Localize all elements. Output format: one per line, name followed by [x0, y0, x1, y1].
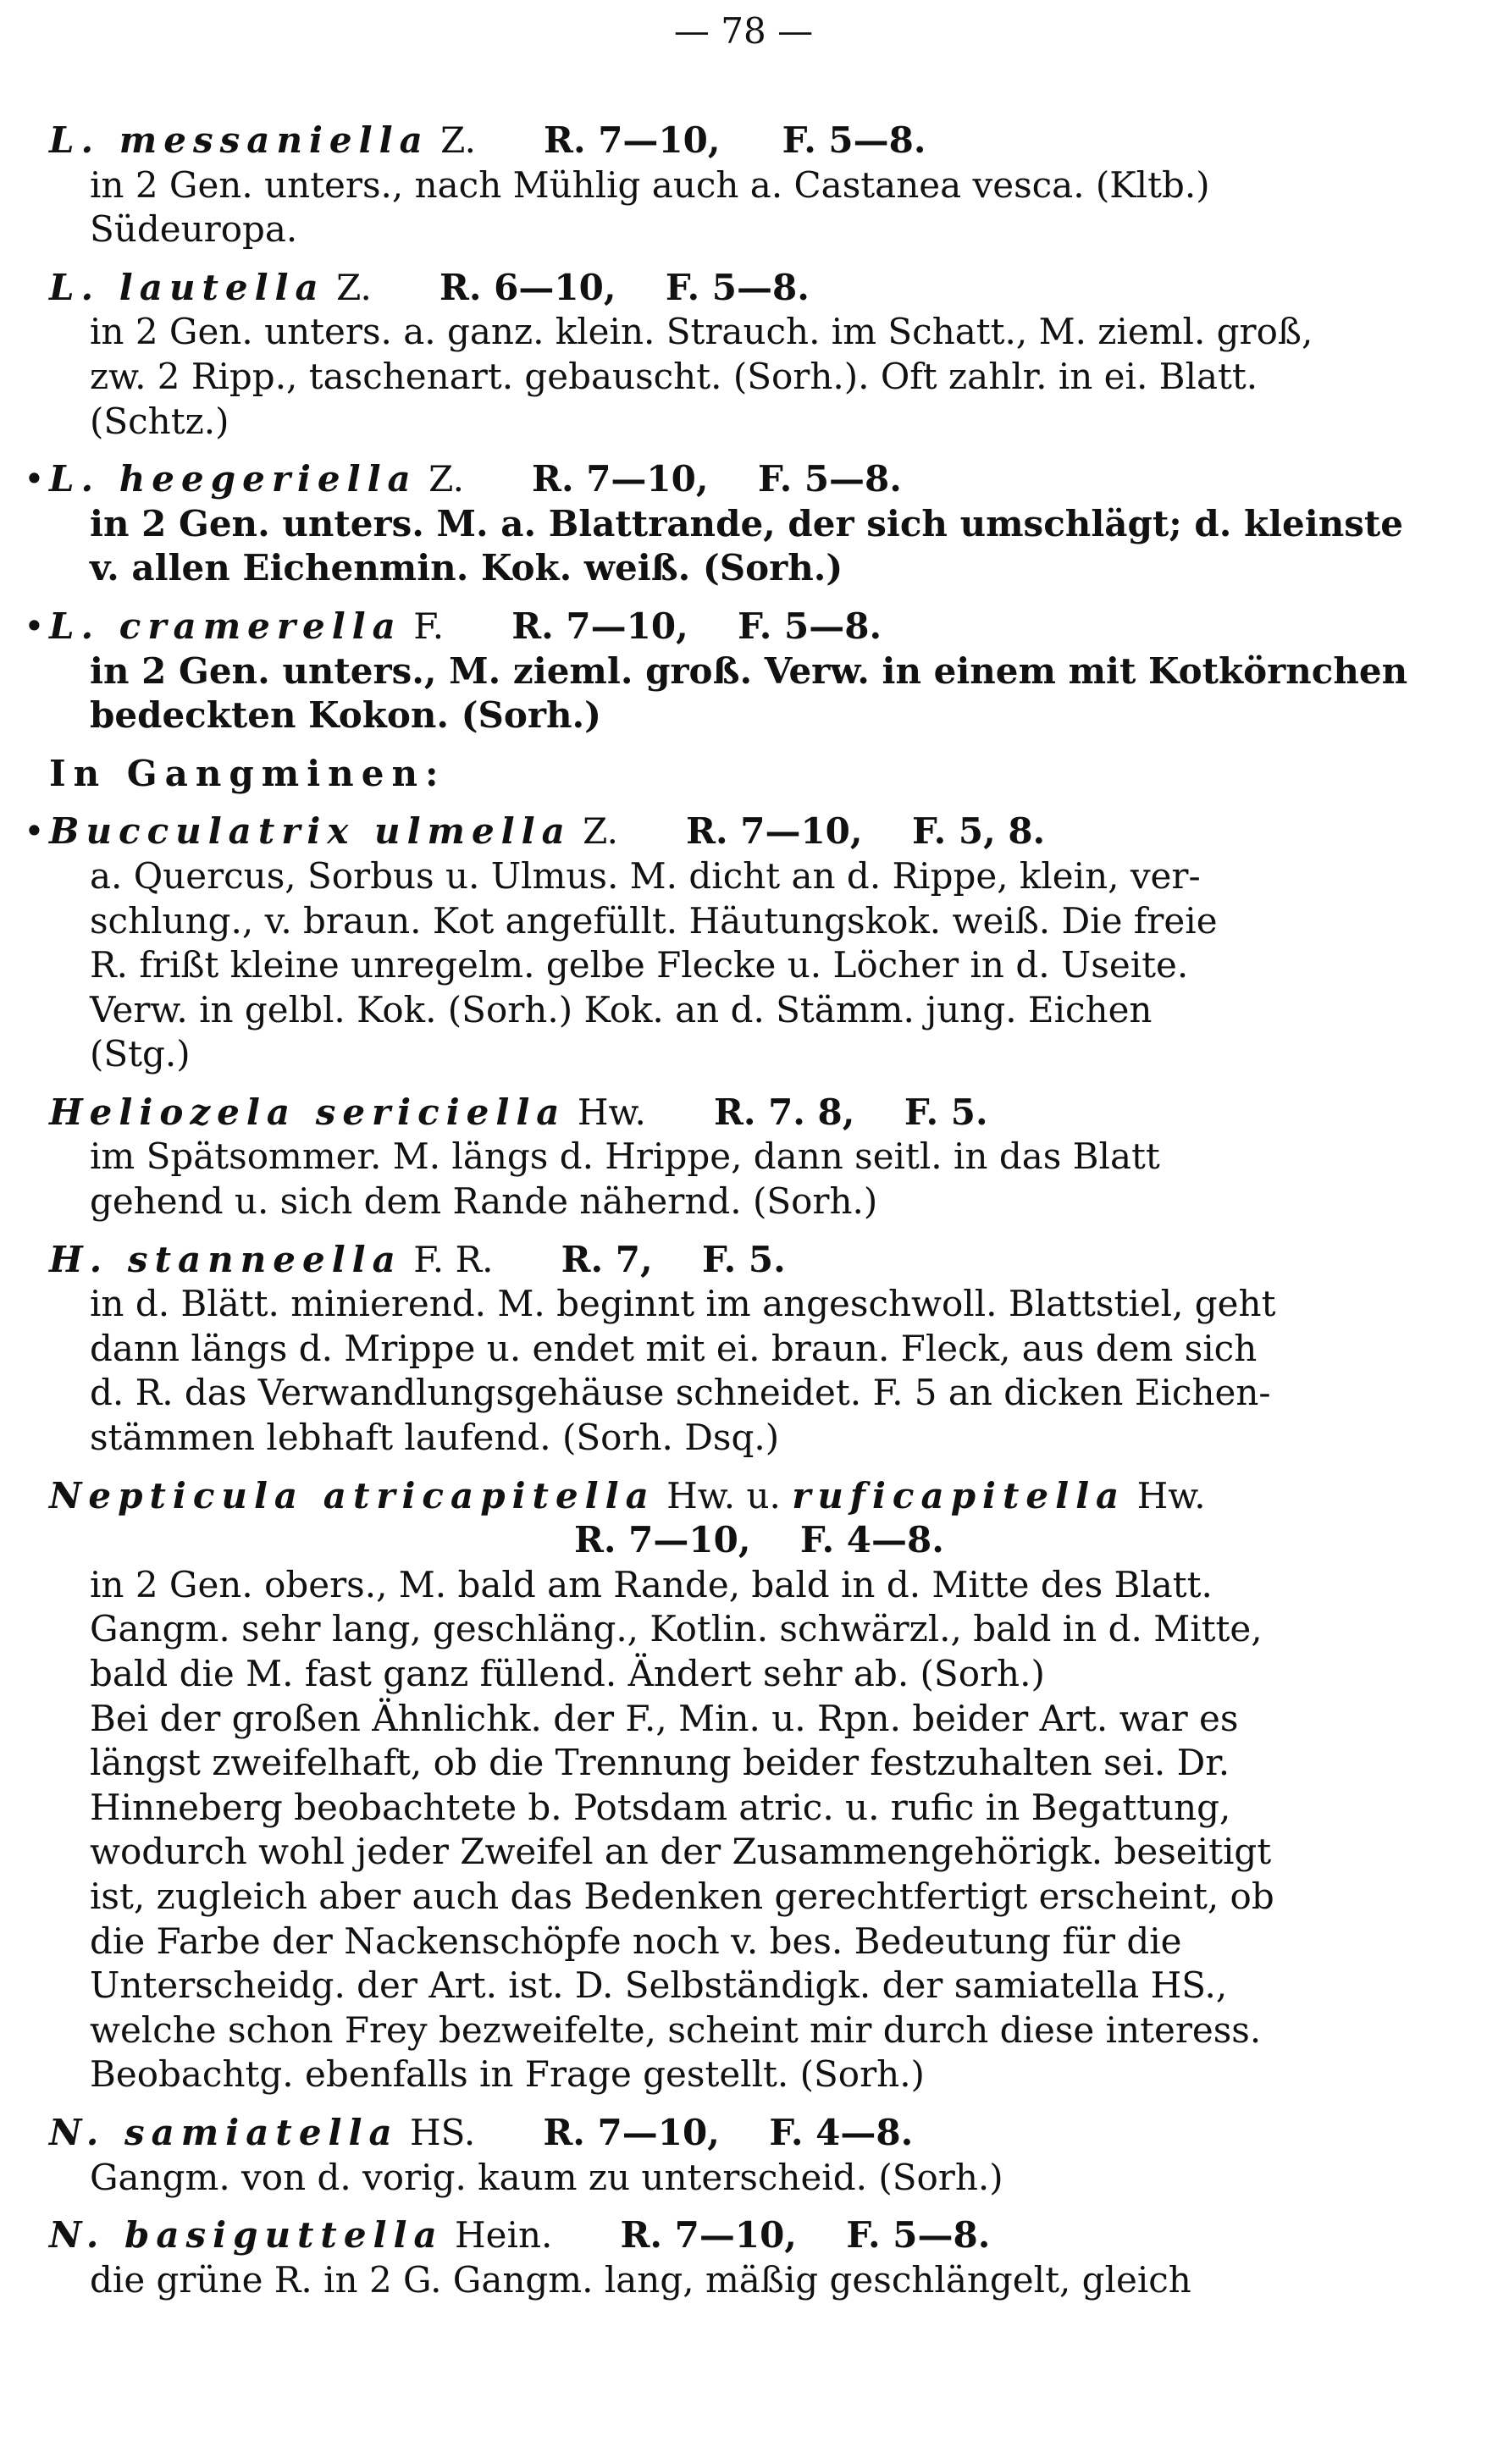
- species-entry: [24, 809, 1438, 1077]
- species-entry: [49, 2213, 1438, 2302]
- species-name: Nepticula atricapitella: [49, 1474, 655, 1517]
- species-author: Hw. u.: [666, 1474, 781, 1517]
- entry-meta: R. 7, F. 5.: [561, 1238, 786, 1280]
- entry-header: [49, 1474, 1438, 1519]
- entry-line: R. frißt kleine unregelm. gelbe Flecke u. Löcher in d. Useite.: [90, 944, 1189, 986]
- bullet-mark: •: [24, 605, 45, 647]
- entry-meta: R. 6—10, F. 5—8.: [439, 266, 810, 308]
- species-name-secondary: ruficapitella: [792, 1474, 1126, 1517]
- entry-line: d. R. das Verwandlungsgehäuse schneidet. F. 5 an dicken Eichen-: [90, 1372, 1271, 1414]
- entry-meta: R. 7—10, F. 5, 8.: [686, 810, 1046, 853]
- species-name: L. cramerella: [49, 605, 402, 647]
- species-entry: [49, 1091, 1438, 1224]
- species-author: F. R.: [413, 1238, 494, 1280]
- entry-header: [24, 457, 1438, 502]
- entry-line: a. Quercus, Sorbus u. Ulmus. M. dicht an d. Rippe, klein, ver-: [90, 854, 1201, 897]
- entry-line: stämmen lebhaft laufend. (Sorh. Dsq.): [90, 1417, 780, 1459]
- entry-line: im Spätsommer. M. längs d. Hrippe, dann seitl. in das Blatt: [90, 1135, 1160, 1178]
- entry-line: gehend u. sich dem Rande nähernd. (Sorh.): [90, 1180, 878, 1223]
- species-name: Bucculatrix ulmella: [49, 810, 572, 853]
- species-author: Hw.: [577, 1091, 646, 1133]
- entry-header: [49, 119, 1438, 163]
- entry-line: die grüne R. in 2 G. Gangm. lang, mäßig geschlängelt, gleich: [90, 2258, 1191, 2301]
- entry-line: bedeckten Kokon. (Sorh.): [90, 694, 601, 737]
- entry-line: schlung., v. braun. Kot angefüllt. Häutungskok. weiß. Die freie: [90, 899, 1218, 942]
- species-name: L. lautella: [49, 266, 325, 308]
- species-entry: [49, 1238, 1438, 1461]
- entry-line: bald die M. fast ganz füllend. Ändert sehr ab. (Sorh.): [90, 1653, 1045, 1694]
- bullet-mark: •: [24, 810, 45, 853]
- species-author: Z.: [336, 266, 372, 308]
- section-heading-block: [49, 752, 1438, 797]
- bullet-mark: •: [24, 458, 45, 500]
- entry-line: Beobachtg. ebenfalls in Frage gestellt. (Sorh.): [90, 2053, 925, 2096]
- species-entry: [49, 2111, 1438, 2200]
- entry-line: längst zweifelhaft, ob die Trennung beider festzuhalten sei. Dr.: [90, 1742, 1230, 1784]
- entry-meta: R. 7—10, F. 5—8.: [620, 2214, 991, 2257]
- species-entry: [49, 266, 1438, 444]
- entry-meta: R. 7—10, F. 5—8.: [544, 119, 926, 161]
- entry-line: in 2 Gen. unters. M. a. Blattrande, der sich umschlägt; d. kleinste: [90, 502, 1404, 544]
- species-name: N. basiguttella: [49, 2214, 444, 2257]
- entry-line: zw. 2 Ripp., taschenart. gebauscht. (Sorh.). Oft zahlr. in ei. Blatt.: [90, 355, 1258, 397]
- entry-meta: R. 7—10, F. 5—8.: [511, 605, 882, 647]
- entry-header: [49, 1238, 1438, 1283]
- entry-header: [49, 2111, 1438, 2156]
- entry-line: Südeuropa.: [90, 208, 298, 251]
- species-name: L. messaniella: [49, 119, 429, 161]
- entry-header: [24, 605, 1438, 649]
- entry-line: wodurch wohl jeder Zweifel an der Zusammengehörigk. beseitigt: [90, 1831, 1272, 1873]
- species-author-secondary: Hw.: [1136, 1474, 1206, 1517]
- entry-line: in 2 Gen. unters., M. zieml. groß. Verw. in einem mit Kotkörnchen: [90, 649, 1408, 692]
- entry-line: in 2 Gen. unters. a. ganz. klein. Strauch. im Schatt., M. zieml. groß,: [90, 311, 1313, 353]
- entry-header: [49, 1091, 1438, 1135]
- entry-line: die Farbe der Nackenschöpfe noch v. bes. Bedeutung für die: [90, 1920, 1182, 1962]
- entry-header: [49, 266, 1438, 311]
- species-entry: [49, 1474, 1438, 2097]
- entry-header: [49, 2213, 1438, 2258]
- species-entry: [24, 457, 1438, 591]
- entry-line: v. allen Eichenmin. Kok. weiß. (Sorh.): [90, 547, 843, 589]
- species-name: N. samiatella: [49, 2111, 399, 2153]
- entry-meta: R. 7. 8, F. 5.: [713, 1091, 988, 1133]
- page-number: — 78 —: [673, 10, 814, 52]
- entry-line: (Schtz.): [90, 400, 229, 442]
- entry-line: (Stg.): [90, 1033, 191, 1075]
- species-author: HS.: [410, 2111, 476, 2153]
- entry-line: Verw. in gelbl. Kok. (Sorh.) Kok. an d. Stämm. jung. Eichen: [90, 988, 1153, 1030]
- entry-meta: R. 7—10, F. 4—8.: [574, 1519, 944, 1561]
- species-author: Z.: [428, 458, 464, 500]
- entry-header: [24, 809, 1438, 854]
- species-author: F.: [413, 605, 445, 647]
- entry-line: welche schon Frey bezweifelte, scheint mir durch diese interess.: [90, 2008, 1262, 2051]
- species-entry: [24, 605, 1438, 738]
- species-name: Heliozela sericiella: [49, 1091, 567, 1133]
- page-body: [24, 119, 1438, 2316]
- entry-meta: R. 7—10, F. 4—8.: [543, 2111, 914, 2153]
- species-entry: [49, 119, 1438, 252]
- species-author: Hein.: [455, 2214, 553, 2257]
- entry-line: dann längs d. Mrippe u. endet mit ei. braun. Fleck, aus dem sich: [90, 1327, 1258, 1369]
- entry-line: in 2 Gen. unters., nach Mühlig auch a. Castanea vesca. (Kltb.): [90, 163, 1210, 206]
- entry-line: Hinneberg beobachtete b. Potsdam atric. u. rufic in Begattung,: [90, 1786, 1231, 1828]
- entry-line: Bei der großen Ähnlichk. der F., Min. u. Rpn. beider Art. war es: [90, 1697, 1239, 1739]
- entry-line: in 2 Gen. obers., M. bald am Rande, bald in d. Mitte des Blatt.: [90, 1563, 1213, 1605]
- entry-line: ist, zugleich aber auch das Bedenken gerechtfertigt erscheint, ob: [90, 1875, 1274, 1917]
- entry-meta: R. 7—10, F. 5—8.: [532, 458, 902, 500]
- section-heading: In Gangminen:: [49, 752, 446, 794]
- entry-line: in d. Blätt. minierend. M. beginnt im angeschwoll. Blattstiel, geht: [90, 1283, 1276, 1325]
- species-author: Z.: [583, 810, 618, 853]
- species-name: H. stanneella: [49, 1238, 402, 1280]
- entry-line: Gangm. sehr lang, geschläng., Kotlin. schwärzl., bald in d. Mitte,: [90, 1608, 1263, 1650]
- species-author: Z.: [440, 119, 476, 161]
- entry-line: Gangm. von d. vorig. kaum zu unterscheid. (Sorh.): [90, 2156, 1003, 2198]
- entry-line: Unterscheidg. der Art. ist. D. Selbständigk. der samiatella HS.,: [90, 1964, 1228, 2007]
- species-name: L. heegeriella: [49, 458, 417, 500]
